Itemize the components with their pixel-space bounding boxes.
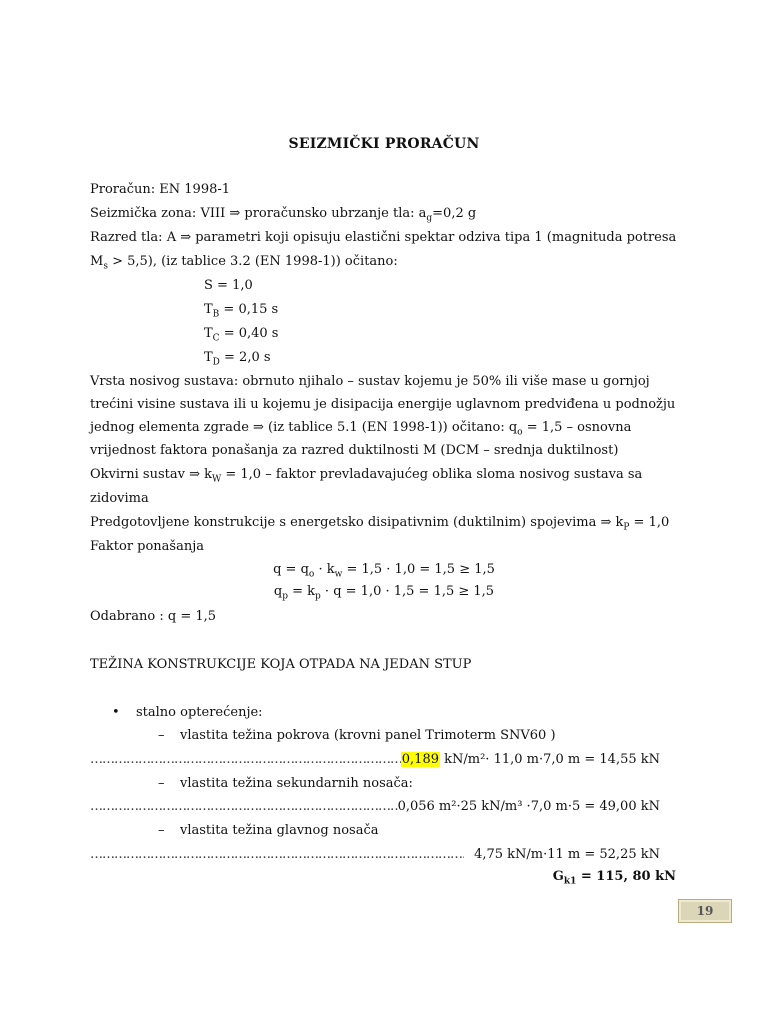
text-line: vrijednost faktora ponašanja za razred duktilnosti M (DCM – srednja duktilnost)	[90, 443, 619, 458]
bullet-icon: •	[112, 705, 120, 720]
dot-leader	[90, 751, 401, 769]
page-title: SEIZMIČKI PRORAČUN	[288, 136, 480, 152]
param-td: $T_D = 2,0$ s	[204, 350, 271, 368]
sum-gk1: $G_{k1} = 115$, 80 kN	[552, 869, 676, 887]
calc-line-sekundarni: …………………………………………………………………………………………………………………………………………………………………………………………………………………… 0,056 m²·25 kN/m³ ·7,0 m·5 = 49,00 kN	[90, 798, 660, 816]
calc-line-glavni: …………………………………………………………………………………………………………………………………………………………………………………………………………………… 4,75 kN/m·11 m = 52,25 kN	[90, 846, 660, 864]
dash-icon: –	[158, 728, 165, 743]
equation-q: $q = q_o \cdot k_w = 1,5 \cdot 1,0 = 1,5 \ge 1,5$	[273, 562, 495, 580]
page-number-badge: 19	[678, 899, 732, 923]
text-line: Proračun: EN 1998-1	[90, 182, 231, 197]
text-line: Seizmička zona: VIII ⇒ proračunsko ubrzanje tla: $a_g=0,2$ g	[90, 206, 477, 224]
text-line: $M_s > 5,5$), (iz tablice 3.2 (EN 1998-1)) očitano:	[90, 254, 398, 272]
text-line: Razred tla: A ⇒ parametri koji opisuju elastični spektar odziva tipa 1 (magnituda potresa	[90, 230, 677, 245]
text-line: jednog elementa zgrade ⇒ (iz tablice 5.1 (EN 1998-1)) očitano: $q_o = 1,5$ – osnovna	[90, 420, 632, 438]
text-line: zidovima	[90, 491, 149, 506]
param-tc: $T_C = 0,40$ s	[204, 326, 279, 344]
text-line: Predgotovljene konstrukcije s energetsko disipativnim (duktilnim) spojevima ⇒ $k_P = 1,0$	[90, 515, 670, 533]
text-line: trećini visine sustava ili u kojemu je disipacija energije uglavnom predviđena u podnožju	[90, 397, 676, 412]
param-s: S = 1,0	[204, 278, 253, 293]
list-item: vlastita težina sekundarnih nosača:	[180, 776, 413, 791]
dash-icon: –	[158, 776, 165, 791]
dot-leader	[90, 846, 464, 864]
param-tb: $T_B = 0,15$ s	[204, 302, 279, 320]
list-item: vlastita težina pokrova (krovni panel Trimoterm SNV60 )	[180, 728, 556, 743]
section-heading: TEŽINA KONSTRUKCIJE KOJA OTPADA NA JEDAN STUP	[90, 657, 472, 672]
text-line: Vrsta nosivog sustava: obrnuto njihalo – sustav kojemu je 50% ili više mase u gornjoj	[90, 374, 650, 389]
calc-line-pokrov: …………………………………………………………………………………………………………………………………………………………………………………………………………………… 0,189 kN/m²· 11,0 m·7,0 m = 14,55 kN	[90, 751, 660, 769]
text-line: Okvirni sustav ⇒ $k_W = 1,0$ – faktor prevladavajućeg oblika sloma nosivog sustava sa	[90, 467, 643, 485]
dot-leader	[90, 798, 398, 816]
list-item: stalno opterećenje:	[136, 705, 263, 720]
highlighted-value: 0,189	[401, 752, 439, 767]
list-item: vlastita težina glavnog nosača	[180, 823, 379, 838]
equation-qp: $q_p = k_p \cdot q = 1,0 \cdot 1,5 = 1,5 \ge 1,5$	[273, 584, 495, 602]
dash-icon: –	[158, 823, 165, 838]
text-line: Faktor ponašanja	[90, 539, 205, 554]
text-line: Odabrano : q = 1,5	[90, 609, 217, 624]
